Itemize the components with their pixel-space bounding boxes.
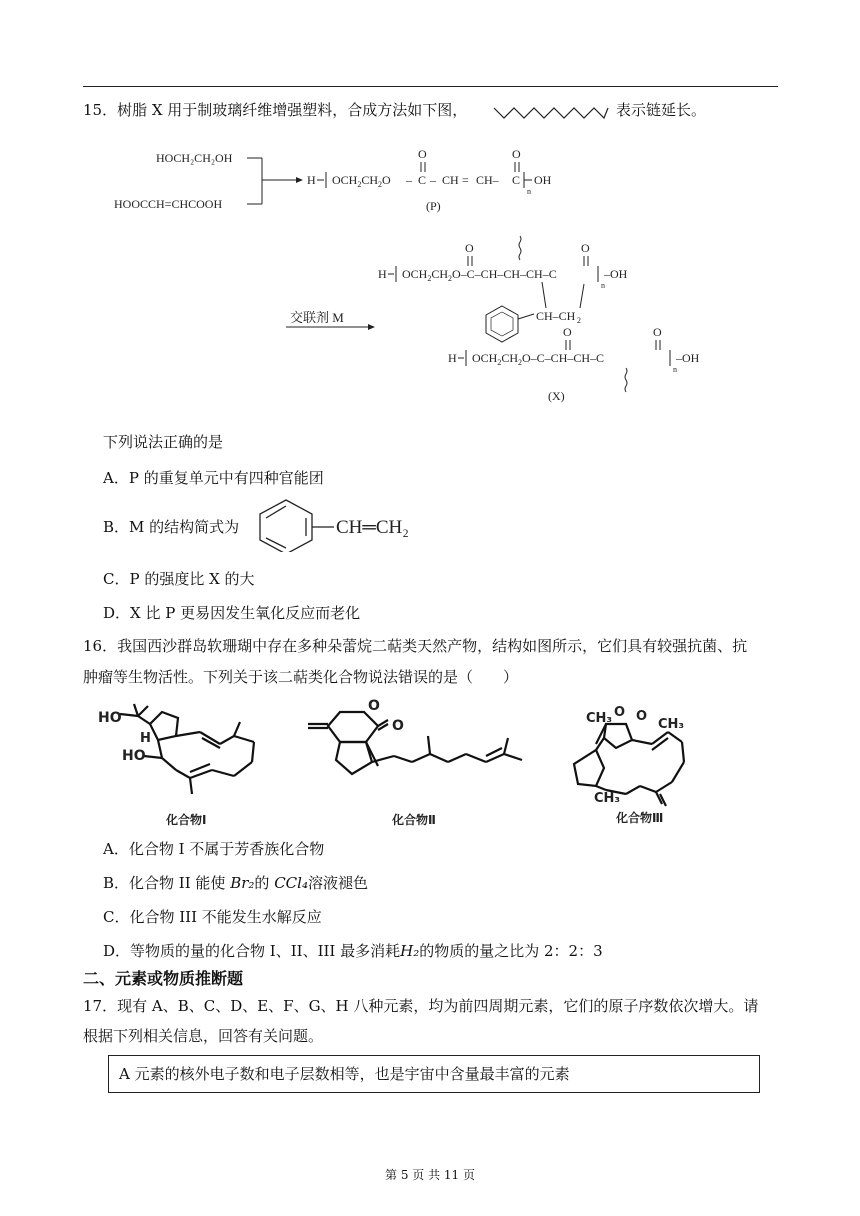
chain-extension-zigzag-icon: [492, 100, 610, 122]
compound-3-caption: 化合物Ⅲ: [616, 811, 664, 825]
q16-option-C: C．化合物 III 不能发生水解反应: [103, 908, 322, 926]
q17-line2: 根据下列相关信息，回答有关问题。: [83, 1027, 324, 1045]
q16-option-B: [103, 872, 368, 893]
scheme-resin-X: [280, 228, 720, 408]
section-heading: 二、元素或物质推断题: [83, 969, 244, 988]
q15-stem-tail: 表示链延长。: [616, 101, 707, 119]
svg-text:CH–CH: CH–CH: [536, 309, 576, 323]
page-footer: 第 5 页 共 11 页: [385, 1168, 475, 1182]
svg-text:O: O: [581, 241, 590, 255]
svg-text:H: H: [307, 173, 316, 187]
svg-text:HO: HO: [122, 748, 146, 764]
q16-D-formula-hydrogen: H₂: [400, 942, 420, 960]
label-P: (P): [426, 199, 441, 213]
q16-B-formula-ccl4: CCl₄: [274, 874, 308, 892]
q16-B-formula-bromine: Br₂: [230, 874, 255, 892]
svg-text:O: O: [636, 709, 648, 724]
compound-2-caption: 化合物Ⅱ: [392, 813, 436, 827]
scheme-polymer-P: [100, 140, 620, 220]
svg-text:CH–: CH–: [476, 173, 499, 187]
svg-text:HO: HO: [98, 710, 122, 726]
svg-text:–: –: [406, 173, 412, 187]
svg-text:OH: OH: [534, 173, 552, 187]
top-rule: [83, 86, 778, 87]
svg-text:H: H: [378, 267, 387, 281]
reactant-maleic-acid: HOOCCH=CHCOOH: [114, 197, 223, 211]
q16-B-suffix: 溶液褪色: [307, 874, 368, 892]
q16-line2: 肿瘤等生物活性。下列关于该二萜类化合物说法错误的是（ ）: [83, 668, 519, 686]
svg-text:OCH2CH2O: $OCH_2CH_2O$: [332, 173, 391, 189]
q16-option-A: A．化合物 I 不属于芳香族化合物: [103, 840, 325, 858]
q15-option-D: D．X 比 P 更易因发生氧化反应而老化: [103, 604, 361, 622]
svg-text:–: –: [430, 173, 436, 187]
svg-text:O: O: [512, 147, 521, 161]
element-A-info-box: [108, 1055, 760, 1093]
compound-1-caption: 化合物Ⅰ: [166, 813, 207, 827]
svg-text:CH: CH: [442, 173, 459, 187]
svg-text:2: 2: [577, 316, 581, 325]
label-X: (X): [548, 389, 565, 403]
q15-stem: [83, 100, 467, 120]
diterpene-structures: [96, 698, 696, 828]
svg-text:–OH: –OH: [676, 351, 700, 365]
styrene-structure: [252, 496, 452, 552]
svg-text:CH₃: CH₃: [658, 717, 685, 732]
q15-option-A: A．P 的重复单元中有四种官能团: [103, 469, 324, 487]
svg-text:H: H: [448, 351, 457, 365]
q15-option-C: C．P 的强度比 X 的大: [103, 570, 255, 588]
svg-text:CH₃: CH₃: [586, 711, 613, 726]
svg-text:OCH2CH2O–C–CH–CH–C: $OCH_2CH_2O-C-CH-CH-C$: [472, 351, 605, 367]
svg-text:CH₃: CH₃: [594, 791, 621, 806]
reactant-glycol: HOCH₂CH₂OH: [156, 151, 233, 165]
svg-text:O: O: [465, 241, 474, 255]
svg-text:n: n: [673, 365, 677, 374]
q16-option-D: [103, 940, 603, 961]
element-A-info-text: A 元素的核外电子数和电子层数相等，也是宇宙中含量最丰富的元素: [119, 1065, 570, 1083]
svg-text:H: H: [140, 731, 151, 746]
styrene-formula: CH═CH₂: [336, 517, 409, 538]
q16-line1: 16．我国西沙群岛软珊瑚中存在多种朵蕾烷二萜类天然产物，结构如图所示，它们具有较强抗菌、抗: [83, 637, 748, 655]
svg-text:–OH: –OH: [604, 267, 628, 281]
svg-text:O: O: [563, 325, 572, 339]
svg-text:C: C: [512, 173, 521, 187]
q17-line1: 17．现有 A、B、C、D、E、F、G、H 八种元素，均为前四周期元素，它们的原子序数依次增大。请: [83, 997, 759, 1015]
q16-D-prefix: D．等物质的量的化合物 I、II、III 最多消耗: [103, 942, 401, 960]
svg-text:O: O: [614, 705, 626, 720]
svg-text:n: n: [527, 187, 531, 196]
svg-text:O: O: [368, 698, 380, 714]
q15-prompt: 下列说法正确的是: [103, 433, 224, 451]
svg-text:C: C: [418, 173, 427, 187]
svg-text:O: O: [418, 147, 427, 161]
svg-text:=: =: [462, 173, 469, 187]
q15-option-B: B．M 的结构简式为: [103, 518, 240, 536]
svg-text:O: O: [392, 718, 404, 734]
q16-B-mid: 的: [254, 874, 275, 892]
q16-B-prefix: B．化合物 II 能使: [103, 874, 231, 892]
reagent-M: 交联剂 M: [290, 310, 344, 325]
svg-text:OCH2CH2O–C–CH–CH–CH–C: $OCH_2CH_2O-C-CH-CH-CH-C$: [402, 267, 557, 283]
svg-text:O: O: [653, 325, 662, 339]
q15-stem-text: 15．树脂 X 用于制玻璃纤维增强塑料，合成方法如下图，: [83, 101, 468, 119]
q16-D-suffix: 的物质的量之比为 2：2：3: [419, 942, 603, 960]
svg-text:n: n: [601, 281, 605, 290]
